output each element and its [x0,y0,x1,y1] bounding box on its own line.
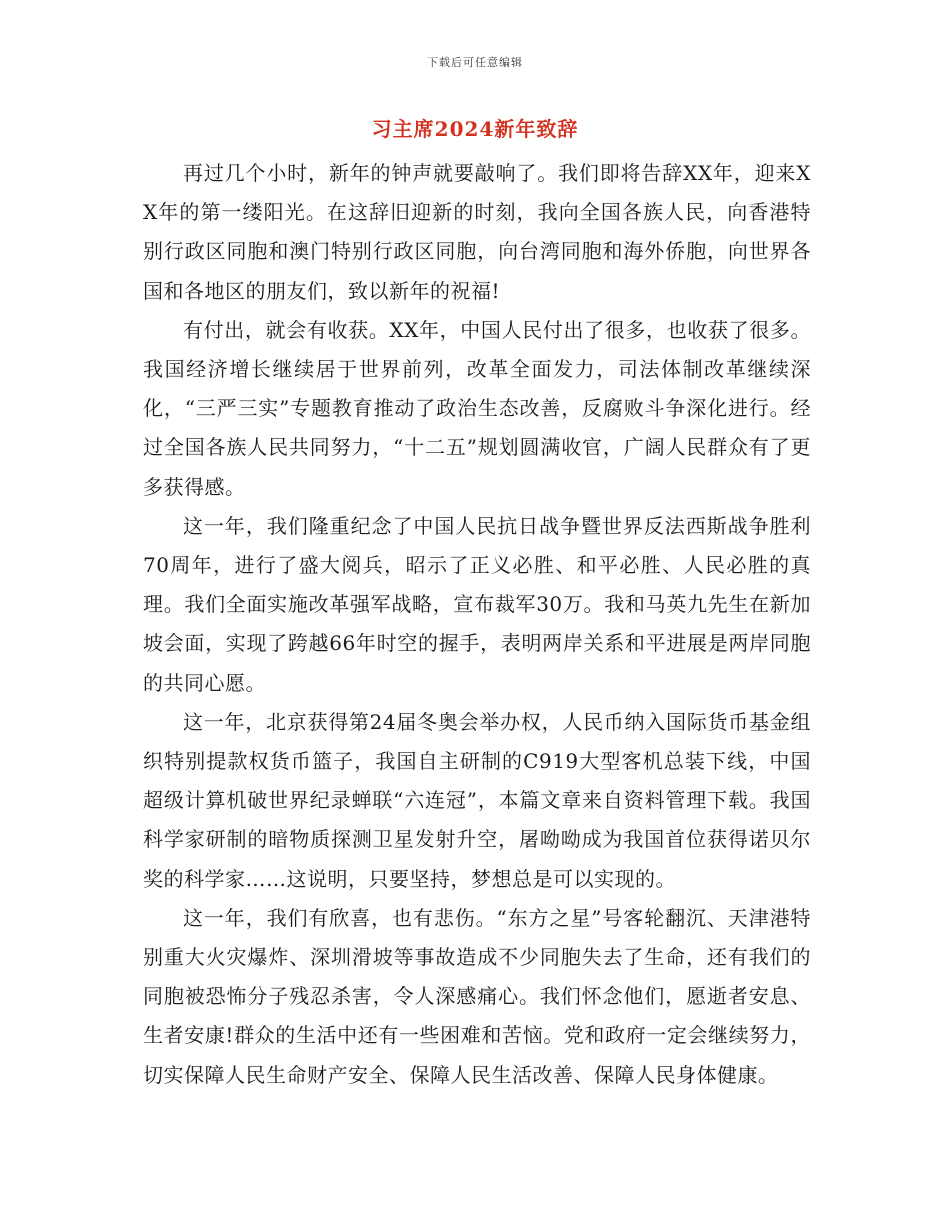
paragraph: 这一年，我们有欣喜，也有悲伤。“东方之星”号客轮翻沉、天津港特别重大火灾爆炸、深圳滑坡等事故造成不少同胞失去了生命，还有我们的同胞被恐怖分子残忍杀害，令人深感痛心。我们怀念他们，愿逝者安息、生者安康!群众的生活中还有一些困难和苦恼。党和政府一定会继续努力，切实保障人民生命财产安全、保障人民生活改善、保障人民身体健康。 [143,905,811,1087]
header-note: 下载后可任意编辑 [427,56,523,69]
document-title: 习主席2024新年致辞 [371,117,579,141]
document-body [143,154,811,1095]
paragraph: 这一年，北京获得第24届冬奥会举办权，人民币纳入国际货币基金组织特别提款权货币篮子，我国自主研制的C919大型客机总装下线，中国超级计算机破世界纪录蝉联“六连冠”，本篇文章来自资料管理下载。我国科学家研制的暗物质探测卫星发射升空，屠呦呦成为我国首位获得诺贝尔奖的科学家……这说明，只要坚持，梦想总是可以实现的。 [143,709,811,891]
paragraph: 这一年，我们隆重纪念了中国人民抗日战争暨世界反法西斯战争胜利70周年，进行了盛大阅兵，昭示了正义必胜、和平必胜、人民必胜的真理。我们全面实施改革强军战略，宣布裁军30万。我和马英九先生在新加坡会面，实现了跨越66年时空的握手，表明两岸关系和平进展是两岸同胞的共同心愿。 [143,513,811,695]
paragraph: 再过几个小时，新年的钟声就要敲响了。我们即将告辞XX年，迎来XX年的第一缕阳光。在这辞旧迎新的时刻，我向全国各族人民，向香港特别行政区同胞和澳门特别行政区同胞，向台湾同胞和海外侨胞，向世界各国和各地区的朋友们，致以新年的祝福! [143,161,811,303]
paragraph: 有付出，就会有收获。XX年，中国人民付出了很多，也收获了很多。我国经济增长继续居于世界前列，改革全面发力，司法体制改革继续深化，“三严三实”专题教育推动了政治生态改善，反腐败斗争深化进行。经过全国各族人民共同努力，“十二五”规划圆满收官，广阔人民群众有了更多获得感。 [143,317,811,499]
